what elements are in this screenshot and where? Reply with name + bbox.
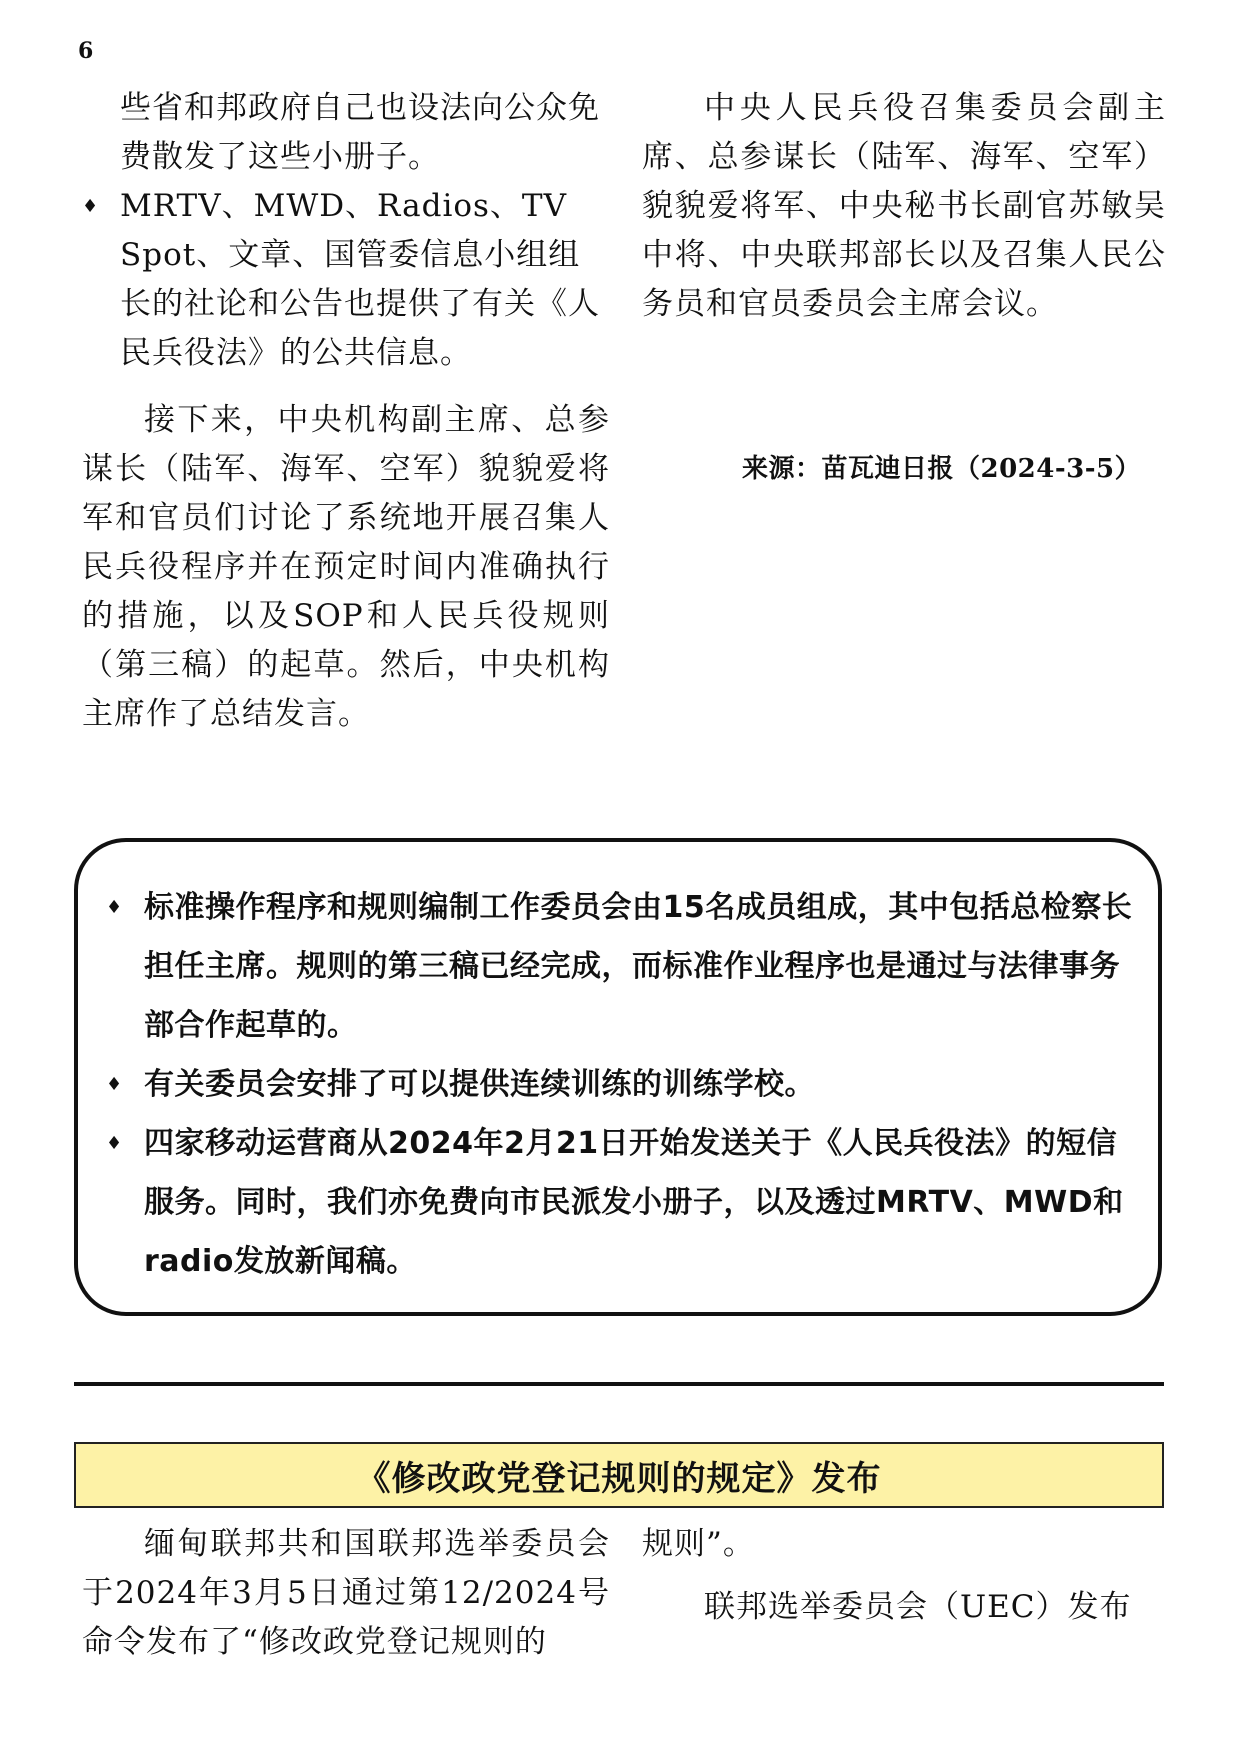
bullet-text: 有关委员会安排了可以提供连续训练的训练学校。 <box>144 1067 815 1102</box>
article-left-column <box>82 1520 610 1667</box>
article-headline: 《修改政党登记规则的规定》发布 <box>74 1442 1164 1508</box>
diamond-bullet-icon: ♦ <box>106 1133 123 1154</box>
diamond-bullet-icon: ♦ <box>106 1074 123 1095</box>
list-item <box>82 84 610 182</box>
highlight-box <box>74 838 1162 1316</box>
body-paragraph: 中央人民兵役召集委员会副主席、总参谋长（陆军、海军、空军）貌貌爱将军、中央秘书长副官苏敏吴中将、中央联邦部长以及召集人民公务员和官员委员会主席会议。 <box>642 90 1166 322</box>
body-paragraph: 接下来，中央机构副主席、总参谋长（陆军、海军、空军）貌貌爱将军和官员们讨论了系统地开展召集人民兵役程序并在预定时间内准确执行的措施，以及SOP和人民兵役规则（第三稿）的起草。然后，中央机构主席作了总结发言。 <box>82 402 610 732</box>
list-item <box>82 182 610 378</box>
page-number: 6 <box>78 38 94 64</box>
section-divider <box>74 1382 1164 1386</box>
bullet-text: 四家移动运营商从2024年2月21日开始发送关于《人民兵役法》的短信服务。同时，我们亦免费向市民派发小册子，以及透过MRTV、MWD和radio发放新闻稿。 <box>144 1126 1124 1279</box>
body-paragraph: 规则”。 <box>642 1526 755 1562</box>
left-column <box>82 84 610 739</box>
highlight-bullet-list <box>106 878 1136 1291</box>
body-paragraph: 缅甸联邦共和国联邦选举委员会于2024年3月5日通过第12/2024号命令发布了“修改政党登记规则的 <box>82 1526 610 1660</box>
bullet-text: MRTV、MWD、Radios、TV Spot、文章、国管委信息小组组长的社论和公告也提供了有关《人民兵役法》的公共信息。 <box>120 188 600 371</box>
right-column <box>642 84 1166 329</box>
article-right-column <box>642 1520 1166 1632</box>
left-bullet-list <box>82 84 610 378</box>
list-item <box>106 1055 1136 1114</box>
body-paragraph: 联邦选举委员会（UEC）发布 <box>704 1589 1132 1625</box>
diamond-bullet-icon: ♦ <box>106 897 123 918</box>
list-item <box>106 1114 1136 1291</box>
paragraph-continuation: 些省和邦政府自己也设法向公众免费散发了这些小册子。 <box>120 90 600 175</box>
bullet-text: 标准操作程序和规则编制工作委员会由15名成员组成，其中包括总检察长担任主席。规则的第三稿已经完成，而标准作业程序也是通过与法律事务部合作起草的。 <box>144 890 1133 1043</box>
source-citation: 来源：苗瓦迪日报（2024-3-5） <box>742 454 1142 484</box>
diamond-bullet-icon: ♦ <box>82 196 100 217</box>
list-item <box>106 878 1136 1055</box>
